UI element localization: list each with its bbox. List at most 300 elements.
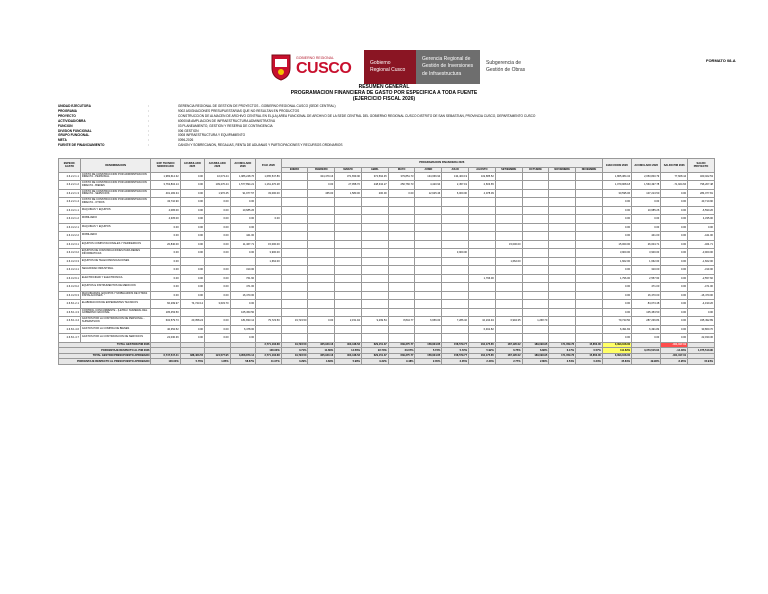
table-cell <box>549 308 576 317</box>
col-month: DICIEMBRE <box>576 167 603 172</box>
table-cell <box>522 257 549 266</box>
table-cell <box>469 249 496 258</box>
table-cell <box>256 300 282 309</box>
table-cell: 171,059.76 <box>549 353 576 359</box>
table-cell <box>549 172 576 181</box>
table-cell: 1,662.00 <box>602 257 631 266</box>
table-cell: 74,743.12 <box>180 300 204 309</box>
table-cell: 5.72% <box>442 348 469 354</box>
table-cell: 16,470.00 <box>632 291 661 300</box>
table-cell: 0.00 <box>661 206 688 215</box>
table-cell: 0.00 <box>180 223 204 232</box>
table-cell <box>495 189 522 198</box>
title-line-2: PROGRAMACION FINANCIERA DE GASTO POR ESPECIFICA A TODA FUENTE <box>290 90 478 96</box>
table-cell: 158,579.77 <box>442 353 469 359</box>
table-cell <box>308 232 335 241</box>
table-cell <box>495 325 522 334</box>
table-cell: 6.17% <box>549 348 576 354</box>
table-cell <box>576 266 603 275</box>
table-cell: 441.00 <box>230 232 256 241</box>
table-cell: 0.00 <box>180 283 204 292</box>
table-cell: 0.00 <box>151 274 180 283</box>
table-cell: 0.00 <box>180 325 204 334</box>
table-cell: COSTO DE CONSTRUCCION POR ADMINISTRACION DIRECTA - OTROS <box>80 198 151 207</box>
table-cell <box>335 325 362 334</box>
table-cell: 0.00 <box>205 223 231 232</box>
table-cell: ELABORACION DE EXPEDIENTES TECNICOS <box>80 300 151 309</box>
table-cell <box>281 283 308 292</box>
table-cell <box>388 334 415 343</box>
table-cell: 1,662.00 <box>632 257 661 266</box>
table-cell: 6.75% <box>495 348 522 354</box>
table-cell <box>495 172 522 181</box>
table-cell: 0.00 <box>661 240 688 249</box>
table-cell: 0.00 <box>661 334 688 343</box>
table-row <box>59 266 715 275</box>
table-cell: 1,662.00 <box>495 257 522 266</box>
table-cell <box>522 300 549 309</box>
col-ejecucion: EJECUCION 2026 <box>602 159 631 173</box>
table-cell: 6,478.00 <box>230 325 256 334</box>
meta-value: 9002 ASIGNACIONES PRESUPUESTARIAS QUE NO RESULTAN EN PRODUCTOS <box>178 108 300 113</box>
table-cell: 58.67% <box>230 359 256 365</box>
table-cell: 0.00 <box>602 266 631 275</box>
table-cell: 0.00 <box>661 300 688 309</box>
meta-colon: : <box>148 133 149 138</box>
table-cell: PORCENTAJE RESPECTO AL PIM 2026 <box>59 348 151 354</box>
table-cell: 2.6.2.2.1.3 <box>59 189 81 198</box>
meta-value: CONSTRUCCION DE ALMACEN DE ARCHIVO CENTRAL EN EL(LA) AREA FUNCIONAL DE ARCHIVO DE LA SEDE CENTRAL DEL GOBIERNO REGIONAL CUSCO DISTRITO DE SAN SEBASTIAN, PROVINCIA CUSCO, DEPARTAMENTO CUSCO <box>178 113 536 118</box>
table-cell <box>469 240 496 249</box>
table-cell: 2.6.8.1.4.7 <box>59 334 81 343</box>
table-cell <box>281 249 308 258</box>
table-cell: 2,457.19 <box>442 181 469 190</box>
table-cell <box>469 257 496 266</box>
table-cell <box>469 266 496 275</box>
table-cell <box>576 189 603 198</box>
meta-colon: : <box>148 104 149 108</box>
table-cell: 1,580.00 <box>335 189 362 198</box>
table-cell <box>256 206 282 215</box>
table-cell: 189,093.95 <box>522 353 549 359</box>
table-cell: 2.6.3.2.3.3 <box>59 257 81 266</box>
table-cell <box>361 198 388 207</box>
table-cell: -401,317.31 <box>661 353 688 359</box>
table-cell <box>415 206 442 215</box>
table-cell <box>335 334 362 343</box>
table-cell: 22,030.36 <box>688 334 715 343</box>
table-cell: COSTO DE CONSTRUCCION POR ADMINISTRACION DIRECTA - BIENES <box>80 181 151 190</box>
table-cell: 310.00 <box>230 266 256 275</box>
table-cell: 1,983,612.32 <box>151 172 180 181</box>
meta-value: GERENCIA REGIONAL DE GESTION DE PROYECTOS - GOBIERNO REGIONAL CUSCO (SEDE CENTRAL) <box>178 104 336 108</box>
table-cell: 6,000.00 <box>442 189 469 198</box>
table-cell: 2.6.3.2.1.2 <box>59 215 81 224</box>
table-cell <box>256 325 282 334</box>
table-cell <box>281 334 308 343</box>
table-cell: 1,986,248.76 <box>230 172 256 181</box>
table-cell <box>469 206 496 215</box>
table-cell: 164,175.65 <box>469 342 496 348</box>
table-cell: 0.00 <box>602 334 631 343</box>
table-cell: 0.00 <box>205 206 231 215</box>
table-cell: 19,723.50 <box>281 353 308 359</box>
table-cell: 158,624.65 <box>415 353 442 359</box>
table-cell: 77,608.44 <box>661 172 688 181</box>
table-cell: 23.07% <box>388 348 415 354</box>
table-cell: 0.00 <box>180 198 204 207</box>
table-cell <box>281 198 308 207</box>
table-cell <box>442 274 469 283</box>
table-cell <box>415 283 442 292</box>
table-cell: -2,557.60 <box>688 274 715 283</box>
table-cell: 11,467.71 <box>230 240 256 249</box>
table-row <box>59 189 715 198</box>
table-row <box>59 249 715 258</box>
table-row <box>59 240 715 249</box>
table-cell <box>281 206 308 215</box>
table-cell: 0.00 <box>205 283 231 292</box>
table-cell: 45.84% <box>602 359 631 365</box>
table-cell: 0.00 <box>661 317 688 326</box>
table-cell <box>308 215 335 224</box>
table-cell <box>361 223 388 232</box>
meta-key: FUENTE DE FINANCIAMIENTO <box>58 143 105 148</box>
table-cell <box>469 300 496 309</box>
table-cell <box>442 240 469 249</box>
meta-key: DIVISION FUNCIONAL <box>58 128 92 133</box>
table-cell <box>442 308 469 317</box>
table-cell: 1,577,894.21 <box>230 181 256 190</box>
table-cell: -6,590.26 <box>688 206 715 215</box>
table-cell <box>522 232 549 241</box>
table-cell: 0.00 <box>661 215 688 224</box>
col-month: MAYO <box>388 167 415 172</box>
table-cell: -5.95% <box>661 359 688 365</box>
table-cell: 2.6.3.2.2.1 <box>59 223 81 232</box>
table-cell: 26,004.71 <box>632 240 661 249</box>
table-cell <box>495 223 522 232</box>
table-cell: MOBILIARIO <box>80 232 151 241</box>
table-cell: 119,685.52 <box>469 172 496 181</box>
table-cell <box>388 257 415 266</box>
table-cell: MOBILIARIO <box>80 215 151 224</box>
table-cell: 107,213.50 <box>632 189 661 198</box>
table-cell <box>281 308 308 317</box>
col-saldo-proyecto: SALDO PROYECTO <box>688 159 715 173</box>
table-cell: 2.80% <box>522 359 549 365</box>
table-cell: -1,662.00 <box>688 257 715 266</box>
summary-row <box>59 359 715 365</box>
table-cell <box>495 274 522 283</box>
table-cell <box>256 232 282 241</box>
header-block-gerencia: Gerencia Regional de Gestión de Inversiones de Infraestructura <box>416 50 480 84</box>
table-cell <box>308 240 335 249</box>
table-cell <box>361 215 388 224</box>
table-cell <box>415 300 442 309</box>
table-cell: -471.00 <box>688 283 715 292</box>
table-cell: 0.00 <box>180 266 204 275</box>
table-cell: 2,771,103.68 <box>256 353 282 359</box>
table-cell: 471.00 <box>230 283 256 292</box>
table-row <box>59 325 715 334</box>
table-cell: 60,299.97 <box>151 300 180 309</box>
table-cell <box>442 232 469 241</box>
table-cell: 9,299.54 <box>361 317 388 326</box>
col-month: SETIEMBRE <box>495 167 522 172</box>
col-acumulado-2025: ACUMULADO 2025 <box>180 159 204 173</box>
table-cell: 1,662.00 <box>256 257 282 266</box>
table-cell: 43,710.90 <box>151 198 180 207</box>
table-cell: 4,078.09 <box>469 189 496 198</box>
table-cell: 2,053,840.79 <box>632 172 661 181</box>
table-cell: 1,976.45 <box>205 189 231 198</box>
table-cell <box>281 325 308 334</box>
table-cell <box>361 291 388 300</box>
table-cell <box>335 249 362 258</box>
table-cell <box>256 334 282 343</box>
table-cell <box>335 198 362 207</box>
table-cell <box>415 215 442 224</box>
table-cell: 324,479.16 <box>308 172 335 181</box>
table-cell <box>335 300 362 309</box>
meta-key: FUNCION <box>58 123 73 128</box>
table-cell: 6,747,547.41 <box>151 353 180 359</box>
table-cell: 0.00 <box>388 189 415 198</box>
table-cell: 471.00 <box>632 283 661 292</box>
table-cell <box>549 198 576 207</box>
table-cell: 2.43% <box>469 359 496 365</box>
table-cell <box>495 232 522 241</box>
table-cell: SEGURIDAD INDUSTRIAL <box>80 266 151 275</box>
col-exp-tecnico: EXP. TECNICO MODIFICADO <box>151 159 180 173</box>
table-cell <box>361 232 388 241</box>
table-cell: 4,335.00 <box>688 215 715 224</box>
table-cell <box>281 172 308 181</box>
table-cell: 2.6.3.2.3.1 <box>59 240 81 249</box>
table-cell <box>442 325 469 334</box>
table-cell: 200.00 <box>361 189 388 198</box>
table-cell <box>495 283 522 292</box>
table-cell: 0.00 <box>230 300 256 309</box>
table-cell: 632,579.73 <box>151 317 180 326</box>
table-row <box>59 257 715 266</box>
coat-of-arms-icon <box>270 53 292 81</box>
table-cell <box>522 198 549 207</box>
header-block-subgerencia: Subgerencia de Gestión de Obras <box>480 50 544 84</box>
table-cell <box>549 223 576 232</box>
table-cell <box>549 334 576 343</box>
table-cell: 6,491.82 <box>602 325 631 334</box>
table-cell: 2,151.94 <box>335 317 362 326</box>
table-cell: 49.96% <box>632 359 661 365</box>
table-cell: 5.98% <box>335 359 362 365</box>
table-cell: 2.54% <box>549 359 576 365</box>
table-cell: 0.71% <box>281 348 308 354</box>
table-cell <box>549 274 576 283</box>
table-cell: 5.92% <box>469 348 496 354</box>
table-cell <box>281 257 308 266</box>
table-cell: 15,000.00 <box>602 240 631 249</box>
table-cell <box>335 240 362 249</box>
project-metadata <box>58 104 535 148</box>
header-block-gobierno: Gobierno Regional Cusco <box>364 50 416 84</box>
meta-key: META <box>58 138 67 143</box>
table-cell <box>549 232 576 241</box>
table-cell: 0.00 <box>205 249 231 258</box>
table-cell: 0.00 <box>205 334 231 343</box>
table-cell: 0.00 <box>151 223 180 232</box>
table-cell <box>335 206 362 215</box>
table-cell <box>442 215 469 224</box>
table-cell: 1,796.00 <box>602 274 631 283</box>
table-cell: -4,190.26 <box>688 300 715 309</box>
table-cell <box>388 198 415 207</box>
title-line-1: RESUMEN GENERAL <box>358 84 410 90</box>
table-cell: 403,448.53 <box>335 342 362 348</box>
meta-row <box>58 143 535 148</box>
table-cell: 2.6.8.1.4.6 <box>59 325 81 334</box>
table-cell <box>281 274 308 283</box>
table-cell: 0.00 <box>205 274 231 283</box>
meta-colon: : <box>148 143 149 148</box>
table-cell: 20,840.00 <box>151 240 180 249</box>
table-cell: 0.00 <box>230 334 256 343</box>
table-cell: 0.00 <box>602 198 631 207</box>
table-cell <box>576 334 603 343</box>
table-cell: MAQUINAS Y EQUIPOS <box>80 223 151 232</box>
table-cell <box>576 291 603 300</box>
table-cell <box>576 215 603 224</box>
table-cell <box>549 181 576 190</box>
table-cell: 0.00 <box>602 291 631 300</box>
report-titles <box>0 84 768 102</box>
table-cell <box>281 266 308 275</box>
table-cell: 0.00 <box>661 223 688 232</box>
table-cell <box>308 300 335 309</box>
table-cell <box>256 274 282 283</box>
table-cell <box>576 317 603 326</box>
table-cell <box>442 300 469 309</box>
table-cell <box>388 291 415 300</box>
table-cell: 248,334.27 <box>361 181 388 190</box>
meta-colon: : <box>148 138 149 143</box>
table-cell: GASTOS POR LA COMPRA DE BIENES <box>80 325 151 334</box>
table-cell <box>522 308 549 317</box>
table-cell <box>415 232 442 241</box>
table-row <box>59 206 715 215</box>
table-row <box>59 223 715 232</box>
table-cell <box>388 325 415 334</box>
table-cell <box>388 266 415 275</box>
table-cell <box>335 283 362 292</box>
table-cell <box>415 266 442 275</box>
col-especif-gasto: ESPECIF. GASTO <box>59 159 81 173</box>
table-cell: 6,491.82 <box>632 325 661 334</box>
table-cell: 10,685.26 <box>632 206 661 215</box>
table-cell <box>576 274 603 283</box>
table-cell: 0.00 <box>661 232 688 241</box>
table-cell: 3,900.00 <box>442 249 469 258</box>
table-cell: 33,860.70 <box>688 325 715 334</box>
table-cell: 0.00 <box>661 274 688 283</box>
table-row <box>59 172 715 181</box>
table-cell <box>469 308 496 317</box>
table-cell: 4.83% <box>308 359 335 365</box>
table-cell <box>388 249 415 258</box>
table-cell: 158,624.65 <box>415 342 442 348</box>
table-row <box>59 232 715 241</box>
col-acumulado-2026b: ACUMULADO 2026 <box>230 159 256 173</box>
table-cell: 388,463.55 <box>180 353 204 359</box>
table-cell: 181,833.12 <box>230 317 256 326</box>
table-cell <box>388 240 415 249</box>
col-saldo-pim: SALDO PIM 2026 <box>661 159 688 173</box>
table-row <box>59 308 715 317</box>
table-cell <box>522 334 549 343</box>
page-header <box>270 50 544 84</box>
table-cell: 0.00 <box>180 291 204 300</box>
table-cell: EQUIPOS DE TELECOMUNICACIONES <box>80 257 151 266</box>
table-cell: -71,924.66 <box>661 181 688 190</box>
table-cell: 6.82% <box>522 348 549 354</box>
table-cell: ELECTRICIDAD Y ELECTRONICA <box>80 274 151 283</box>
meta-value: 6000048 AMPLIACION DE INFRAESTRUCTURA ADMINISTRATIVA <box>178 118 276 123</box>
table-cell <box>205 308 231 317</box>
meta-key: UNIDAD EJECUTORA <box>58 104 91 108</box>
table-cell <box>469 291 496 300</box>
table-cell: 0.00 <box>180 172 204 181</box>
table-cell <box>281 240 308 249</box>
table-cell <box>256 283 282 292</box>
table-cell: 2.6.3.2.1.1 <box>59 206 81 215</box>
table-cell: TOTAL GESTION PRESUPUESTO APROBADO <box>59 353 151 359</box>
table-cell <box>469 232 496 241</box>
table-cell <box>576 300 603 309</box>
table-row <box>59 181 715 190</box>
table-cell: 0.00 <box>205 240 231 249</box>
table-cell: 187,195.02 <box>495 353 522 359</box>
table-cell: MAQUINARIAS, EQUIPOS Y MOBILIARIOS DE OTRAS INSTALACIONES <box>80 291 151 300</box>
table-row <box>59 283 715 292</box>
table-cell: 15,853.00 <box>576 342 603 348</box>
table-cell <box>415 198 442 207</box>
table-cell <box>522 189 549 198</box>
table-cell: 460,022.53 <box>688 172 715 181</box>
col-month: ENERO <box>281 167 308 172</box>
meta-colon: : <box>148 118 149 123</box>
table-cell: 0.29% <box>281 359 308 365</box>
table-cell: 465.00 <box>308 189 335 198</box>
table-cell <box>361 240 388 249</box>
table-cell <box>442 198 469 207</box>
table-cell: 11.66% <box>308 348 335 354</box>
table-cell: -3,900.00 <box>688 249 715 258</box>
table-cell: 0.00 <box>688 223 715 232</box>
table-cell: 0.00 <box>151 257 180 266</box>
col-month: MARZO <box>335 167 362 172</box>
region-logo <box>270 50 356 84</box>
financial-table <box>58 158 715 365</box>
table-cell: EQUIPOS COMPUTACIONALES Y PERIFERICOS <box>80 240 151 249</box>
meta-value: 0008 INFRAESTRUCTURA Y EQUIPAMIENTO <box>178 133 246 138</box>
table-cell: 1,665,547.89 <box>256 172 282 181</box>
table-cell: 0.00 <box>661 325 688 334</box>
table-cell <box>442 257 469 266</box>
table-cell <box>576 181 603 190</box>
table-cell <box>549 266 576 275</box>
table-cell: 2.35% <box>415 359 442 365</box>
